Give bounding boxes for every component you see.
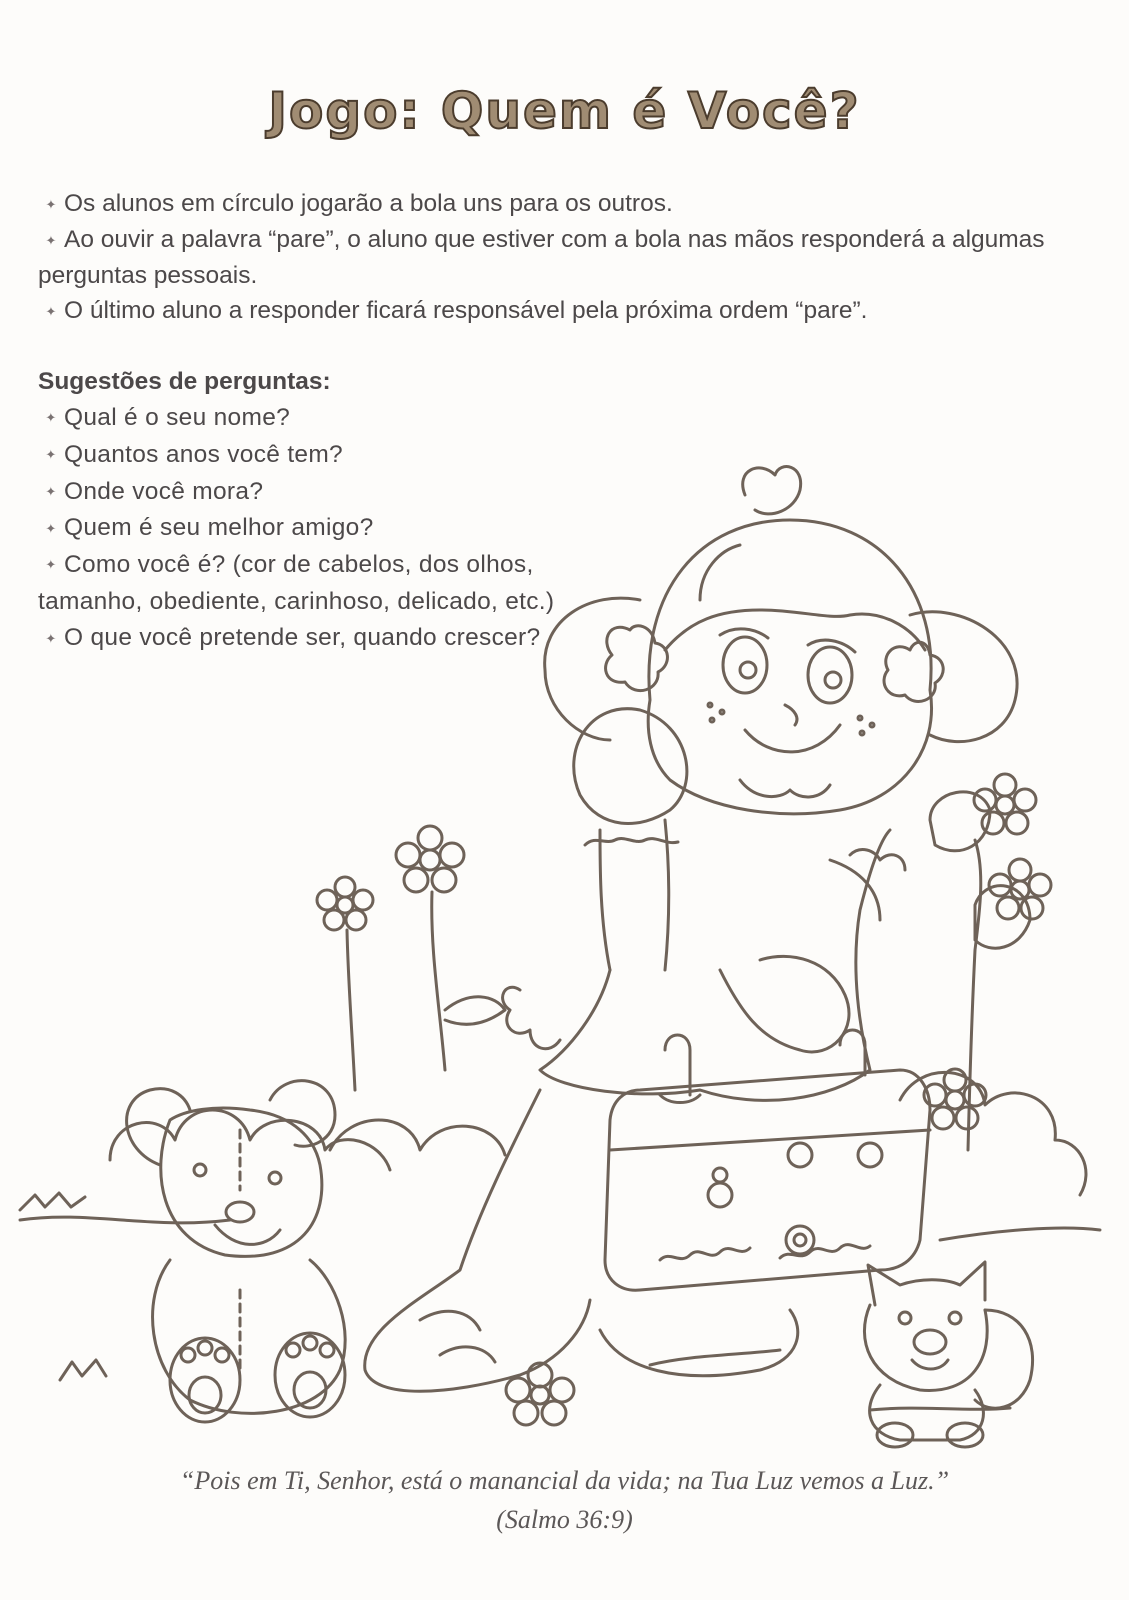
- question-text: Como você é? (cor de cabelos, dos olhos, tamanho, obediente, carinhoso, delicado, etc.): [38, 551, 555, 615]
- diamond-bullet-icon: ✦: [45, 483, 57, 499]
- question-text: Quem é seu melhor amigo?: [64, 514, 374, 542]
- diamond-bullet-icon: ✦: [45, 233, 57, 249]
- game-rules: [38, 186, 1123, 329]
- diamond-bullet-icon: ✦: [45, 410, 57, 426]
- flower-icon: [924, 1069, 986, 1129]
- suitcase-icon: [605, 1030, 930, 1290]
- diamond-bullet-icon: ✦: [45, 197, 57, 213]
- teddy-bear-icon: [127, 1081, 346, 1422]
- flower-icon: [317, 877, 373, 1090]
- coloring-illustration: [0, 450, 1129, 1460]
- rule-text: O último aluno a responder ficará responsável pela próxima ordem “pare”.: [64, 297, 868, 325]
- question-item: [38, 400, 593, 437]
- flower-icon: [975, 859, 1051, 948]
- rule-text: Os alunos em círculo jogarão a bola uns para os outros.: [64, 190, 673, 217]
- diamond-bullet-icon: ✦: [45, 304, 57, 320]
- diamond-bullet-icon: ✦: [45, 557, 57, 573]
- diamond-bullet-icon: ✦: [45, 520, 57, 536]
- rule-item: [38, 186, 1123, 222]
- page-title: Jogo: Quem é Você?: [268, 82, 861, 140]
- question-text: Onde você mora?: [64, 477, 264, 505]
- diamond-bullet-icon: ✦: [45, 447, 57, 463]
- cat-icon: [864, 1262, 1032, 1447]
- questions-heading: Sugestões de perguntas:: [38, 368, 331, 395]
- bible-reference: (Salmo 36:9): [496, 1505, 633, 1534]
- question-text: Qual é o seu nome?: [64, 404, 291, 431]
- rule-item: [38, 293, 1123, 329]
- flower-icon: [396, 826, 505, 1070]
- bible-quote: “Pois em Ti, Senhor, está o manancial da vida; na Tua Luz vemos a Luz.”: [179, 1466, 950, 1495]
- question-text: Quantos anos você tem?: [64, 440, 343, 468]
- diamond-bullet-icon: ✦: [45, 630, 57, 646]
- rule-text: Ao ouvir a palavra “pare”, o aluno que estiver com a bola nas mãos responderá a algumas perguntas pessoais.: [38, 226, 1045, 290]
- question-text: O que você pretende ser, quando crescer?: [64, 624, 541, 652]
- flower-icon: [506, 1363, 574, 1425]
- rule-item: [38, 222, 1123, 293]
